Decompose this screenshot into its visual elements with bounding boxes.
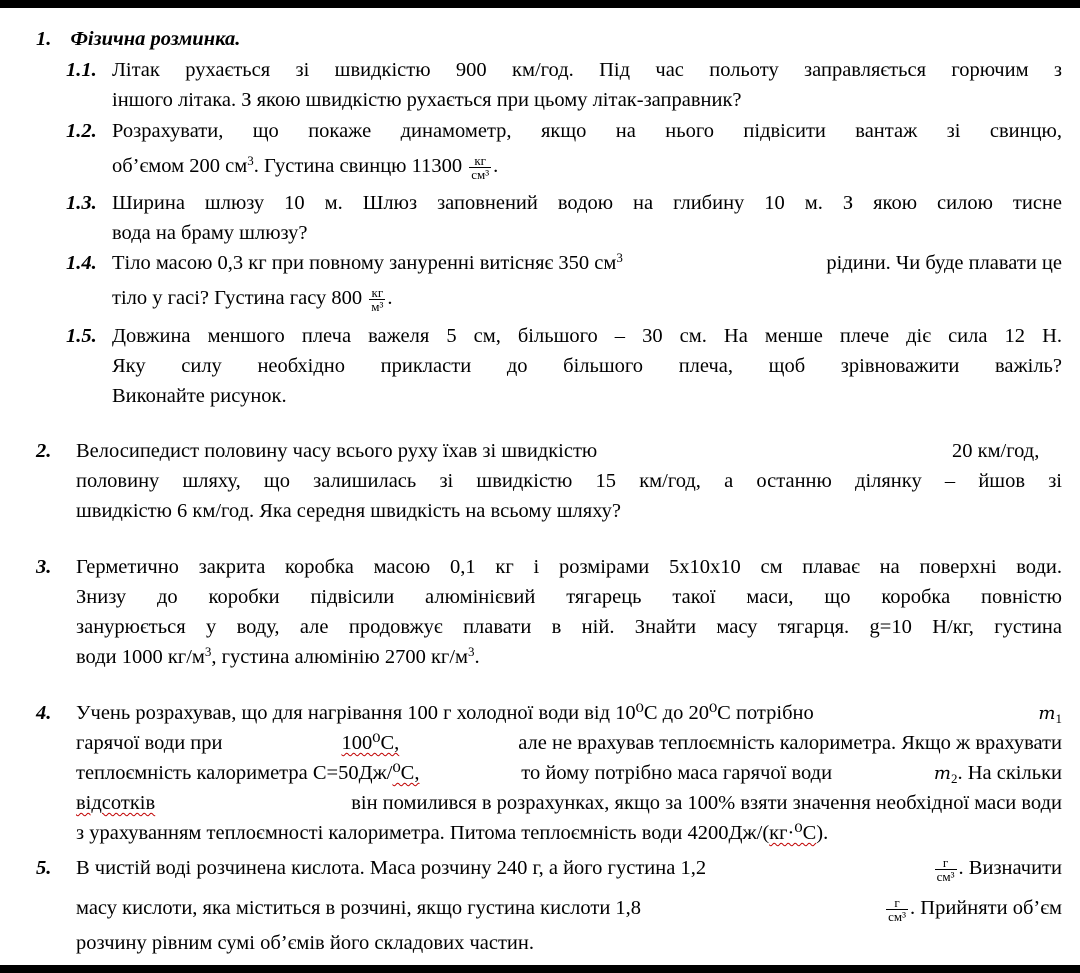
item-1-3-line-1: Ширина шлюзу 10 м. Шлюз заповнений водою на глибину 10 м. З якою силою тисне — [112, 192, 1062, 214]
section-1-heading — [36, 26, 240, 52]
spellcheck-word: відсотків — [76, 792, 156, 814]
section-2-line-1b: 20 км/год, — [952, 440, 1040, 462]
math-m1: m — [1038, 703, 1056, 724]
section-4-line-3: теплоємність калориметра С=50Дж/⁰С, то йому потрібно маса гарячої води $m_2$. На скільки — [76, 762, 1062, 786]
item-1-1-line-1: Літак рухається зі швидкістю 900 км/год. Під час польоту заправляється горючим з — [112, 59, 1062, 81]
item-1-4-line-1: Тіло масою 0,3 кг при повному зануренні витісняє 350 $см^3$ рідини. Чи буде плавати це — [112, 250, 1062, 274]
section-2-number: 2. — [36, 440, 52, 462]
section-2-line-3: швидкістю 6 км/год. Яка середня швидкість на всьому шляху? — [76, 500, 622, 522]
spellcheck-word: ⁰С, — [392, 762, 420, 784]
section-3-line-2: Знизу до коробки підвісили алюмінієвий тягарець такої маси, що коробка повністю — [76, 586, 1062, 608]
fraction-g-per-cm3: $\frac{г}{\text{см³}}$ — [936, 854, 955, 884]
section-title: Фізична розминка. — [70, 28, 241, 50]
section-4-number: 4. — [36, 702, 52, 724]
section-4-line-4: відсотків він помилився в розрахунках, якщо за 100% взяти значення необхідної маси води — [76, 792, 1062, 814]
section-5-line-2: масу кислоти, яка міститься в розчині, якщо густина кислоти 1,8 $\frac{г}{\text{см³}}$ . Прийняти об’єм — [76, 894, 1062, 924]
section-3-line-4: води 1000 $кг/м^3$, густина алюмінію 2700 $кг/м^3$. — [76, 644, 480, 668]
item-1-3-number: 1.3. — [66, 192, 97, 214]
section-4-line-1: Учень розрахував, що для нагрівання 100 г холодної води від 10⁰С до 20⁰С потрібно $m_1$ — [76, 702, 1062, 726]
item-1-5-line-2: Яку силу необхідно прикласти до більшого плеча, щоб зрівноважити важіль? — [112, 355, 1062, 377]
fraction-kg-per-m3: $\frac{кг}{\text{м³}}$ — [371, 284, 384, 314]
item-1-3-line-2: вода на браму шлюзу? — [112, 222, 308, 244]
item-1-2-number: 1.2. — [66, 120, 97, 142]
item-1-5-number: 1.5. — [66, 325, 97, 347]
section-number: 1. — [36, 28, 52, 50]
spellcheck-word: кг·⁰С — [769, 822, 817, 844]
document-page — [0, 8, 1080, 965]
section-3-line-1: Герметично закрита коробка масою 0,1 кг і розмірами 5х10х10 см плаває на поверхні води. — [76, 556, 1062, 578]
item-1-1-line-2: іншого літака. З якою швидкістю рухається при цьому літак-заправник? — [112, 89, 742, 111]
item-1-1-number: 1.1. — [66, 59, 97, 81]
fraction-kg-per-cm3: $\frac{кг}{\text{см³}}$ — [471, 152, 490, 182]
section-5-line-1: В чистій воді розчинена кислота. Маса розчину 240 г, а його густина 1,2 $\frac{г}{\text{см³}}$ . Визначити — [76, 854, 1062, 884]
section-3-number: 3. — [36, 556, 52, 578]
section-5-number: 5. — [36, 857, 52, 879]
item-1-5-line-3: Виконайте рисунок. — [112, 385, 287, 407]
fraction-g-per-cm3: $\frac{г}{\text{см³}}$ — [888, 894, 907, 924]
section-2-line-2: половину шляху, що залишилась зі швидкістю 15 км/год, а останню ділянку – йшов зі — [76, 470, 1062, 492]
spellcheck-word: 100⁰С, — [341, 732, 400, 754]
item-1-4-line-2: тіло у гасі? Густина гасу 800 $\frac{кг}{\text{м³}}$ . — [112, 284, 393, 314]
math-m2: m — [933, 763, 951, 784]
item-1-2-line-2: об’ємом 200 $см^3$. Густина свинцю 11300 $\frac{кг}{\text{см³}}$ . — [112, 152, 499, 182]
section-3-line-3: занурюється у воду, але продовжує плавати в ній. Знайти масу тягарця. g=10 Н/кг, густина — [76, 616, 1062, 638]
item-1-2-line-1: Розрахувати, що покаже динамометр, якщо на нього підвісити вантаж зі свинцю, — [112, 120, 1062, 142]
item-1-4-number: 1.4. — [66, 252, 97, 274]
section-5-line-3: розчину рівним сумі об’ємів його складових частин. — [76, 932, 534, 954]
section-4-line-2: гарячої води при 100⁰С, але не врахував теплоємність калориметра. Якщо ж врахувати — [76, 732, 1062, 754]
section-4-line-5: з урахуванням теплоємності калориметра. Питома теплоємність води 4200Дж/(кг·⁰С). — [76, 822, 829, 844]
section-2-line-1a: Велосипедист половину часу всього руху їхав зі швидкістю — [76, 440, 598, 462]
item-1-5-line-1: Довжина меншого плеча важеля 5 см, більшого – 30 см. На менше плече діє сила 12 Н. — [112, 325, 1062, 347]
